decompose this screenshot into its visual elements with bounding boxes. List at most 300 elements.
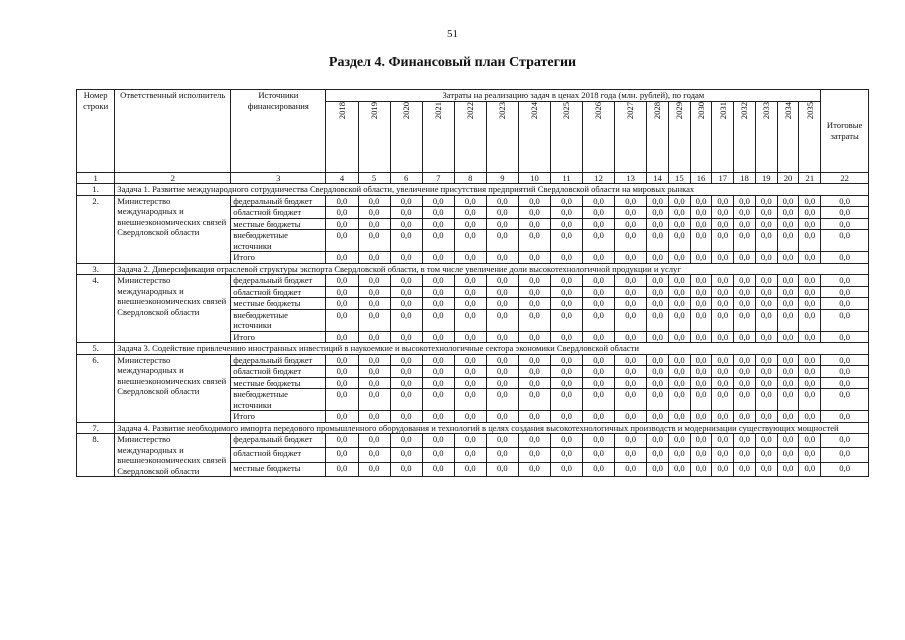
year-value: 0,0	[326, 377, 358, 389]
funding-source: областной бюджет	[231, 286, 326, 298]
header-row-no: Номер строки	[77, 90, 115, 173]
total-value: 0,0	[821, 195, 869, 207]
year-value: 0,0	[550, 309, 582, 331]
column-number: 18	[734, 172, 756, 184]
year-value: 0,0	[518, 462, 550, 476]
executor-name: Министерство международных и внешнеэкономических связей Свердловской области	[115, 354, 231, 422]
column-number: 17	[712, 172, 734, 184]
year-value: 0,0	[422, 411, 454, 423]
year-value: 0,0	[712, 331, 734, 343]
year-value: 0,0	[615, 389, 647, 411]
year-value: 0,0	[486, 389, 518, 411]
year-value: 0,0	[390, 377, 422, 389]
page-number: 51	[447, 28, 458, 40]
year-value: 0,0	[583, 275, 615, 287]
year-value: 0,0	[755, 354, 777, 366]
year-value: 0,0	[583, 207, 615, 219]
year-value: 0,0	[550, 286, 582, 298]
year-value: 0,0	[583, 298, 615, 310]
total-value: 0,0	[821, 286, 869, 298]
year-value: 0,0	[799, 434, 821, 448]
year-value: 0,0	[668, 331, 690, 343]
year-value: 0,0	[647, 218, 669, 230]
funding-source: Итого	[231, 411, 326, 423]
year-value: 0,0	[712, 377, 734, 389]
year-value: 0,0	[615, 411, 647, 423]
year-value: 0,0	[454, 377, 486, 389]
year-value: 0,0	[358, 331, 390, 343]
year-value: 0,0	[734, 207, 756, 219]
year-value: 0,0	[583, 354, 615, 366]
financial-plan-table	[76, 89, 869, 477]
year-value: 0,0	[755, 309, 777, 331]
year-value: 0,0	[390, 354, 422, 366]
year-value: 0,0	[668, 354, 690, 366]
year-value: 0,0	[583, 252, 615, 264]
year-value: 0,0	[615, 309, 647, 331]
year-value: 0,0	[690, 252, 712, 264]
year-header	[454, 101, 486, 172]
year-header	[690, 101, 712, 172]
header-executor: Ответственный исполнитель	[115, 90, 231, 173]
year-value: 0,0	[486, 230, 518, 252]
year-value: 0,0	[358, 230, 390, 252]
year-value: 0,0	[712, 448, 734, 462]
row-number: 4.	[77, 275, 115, 343]
year-label: 2028	[652, 101, 663, 119]
column-number: 1	[77, 172, 115, 184]
year-value: 0,0	[712, 366, 734, 378]
year-value: 0,0	[390, 331, 422, 343]
funding-source: внебюджетные источники	[231, 309, 326, 331]
year-value: 0,0	[712, 354, 734, 366]
total-value: 0,0	[821, 389, 869, 411]
total-value: 0,0	[821, 411, 869, 423]
year-value: 0,0	[799, 207, 821, 219]
task-row	[77, 184, 869, 196]
total-value: 0,0	[821, 309, 869, 331]
year-value: 0,0	[615, 298, 647, 310]
year-header	[326, 101, 358, 172]
year-header	[734, 101, 756, 172]
total-value: 0,0	[821, 331, 869, 343]
task-title: Задача 4. Развитие необходимого импорта передового промышленного оборудования и технологий в целях создания высокотехнологичных производств и модернизации существующих мощностей	[115, 422, 869, 434]
total-value: 0,0	[821, 434, 869, 448]
year-value: 0,0	[799, 462, 821, 476]
year-value: 0,0	[799, 377, 821, 389]
year-value: 0,0	[777, 309, 799, 331]
year-value: 0,0	[422, 434, 454, 448]
column-number: 11	[550, 172, 582, 184]
year-header	[486, 101, 518, 172]
year-value: 0,0	[734, 434, 756, 448]
year-value: 0,0	[486, 377, 518, 389]
year-value: 0,0	[690, 411, 712, 423]
year-value: 0,0	[390, 286, 422, 298]
year-value: 0,0	[454, 207, 486, 219]
year-value: 0,0	[647, 309, 669, 331]
year-value: 0,0	[799, 218, 821, 230]
year-value: 0,0	[422, 331, 454, 343]
task-number: 7.	[77, 422, 115, 434]
year-label: 2030	[695, 101, 706, 119]
year-value: 0,0	[690, 366, 712, 378]
year-value: 0,0	[668, 377, 690, 389]
year-value: 0,0	[647, 298, 669, 310]
year-value: 0,0	[712, 252, 734, 264]
year-value: 0,0	[358, 195, 390, 207]
year-value: 0,0	[777, 230, 799, 252]
funding-source: федеральный бюджет	[231, 434, 326, 448]
year-value: 0,0	[422, 252, 454, 264]
year-value: 0,0	[550, 252, 582, 264]
page-title: Раздел 4. Финансовый план Стратегии	[328, 55, 577, 70]
year-value: 0,0	[390, 366, 422, 378]
year-value: 0,0	[777, 298, 799, 310]
year-value: 0,0	[668, 195, 690, 207]
year-value: 0,0	[390, 411, 422, 423]
funding-source: местные бюджеты	[231, 218, 326, 230]
year-value: 0,0	[583, 377, 615, 389]
year-value: 0,0	[690, 354, 712, 366]
year-value: 0,0	[358, 218, 390, 230]
year-value: 0,0	[777, 434, 799, 448]
total-value: 0,0	[821, 377, 869, 389]
year-value: 0,0	[390, 218, 422, 230]
column-number: 19	[755, 172, 777, 184]
year-value: 0,0	[550, 354, 582, 366]
year-value: 0,0	[390, 309, 422, 331]
year-value: 0,0	[712, 309, 734, 331]
row-number: 2.	[77, 195, 115, 263]
year-value: 0,0	[690, 286, 712, 298]
year-value: 0,0	[690, 389, 712, 411]
year-value: 0,0	[326, 230, 358, 252]
year-value: 0,0	[583, 434, 615, 448]
year-value: 0,0	[358, 298, 390, 310]
year-header	[777, 101, 799, 172]
year-value: 0,0	[486, 366, 518, 378]
year-value: 0,0	[647, 389, 669, 411]
year-value: 0,0	[690, 309, 712, 331]
year-value: 0,0	[615, 331, 647, 343]
year-value: 0,0	[799, 411, 821, 423]
column-number: 13	[615, 172, 647, 184]
year-value: 0,0	[583, 286, 615, 298]
task-number: 1.	[77, 184, 115, 196]
column-number: 21	[799, 172, 821, 184]
year-value: 0,0	[358, 207, 390, 219]
year-value: 0,0	[326, 354, 358, 366]
task-title: Задача 3. Содействие привлечению иностранных инвестиций в наукоемкие и высокотехнологичные сектора экономики Свердловской области	[115, 343, 869, 355]
year-value: 0,0	[668, 286, 690, 298]
total-value: 0,0	[821, 218, 869, 230]
year-value: 0,0	[647, 366, 669, 378]
year-value: 0,0	[422, 389, 454, 411]
header-sources: Источники финансирования	[231, 90, 326, 173]
year-value: 0,0	[486, 298, 518, 310]
year-value: 0,0	[615, 230, 647, 252]
year-label: 2018	[336, 101, 347, 119]
year-label: 2033	[761, 101, 771, 119]
year-value: 0,0	[454, 230, 486, 252]
year-value: 0,0	[358, 448, 390, 462]
year-value: 0,0	[712, 389, 734, 411]
year-header	[518, 101, 550, 172]
year-value: 0,0	[422, 309, 454, 331]
year-value: 0,0	[454, 286, 486, 298]
year-value: 0,0	[326, 218, 358, 230]
year-value: 0,0	[755, 377, 777, 389]
year-value: 0,0	[690, 434, 712, 448]
year-value: 0,0	[799, 298, 821, 310]
year-value: 0,0	[518, 286, 550, 298]
year-value: 0,0	[755, 275, 777, 287]
funding-source: местные бюджеты	[231, 298, 326, 310]
year-value: 0,0	[390, 207, 422, 219]
year-value: 0,0	[777, 275, 799, 287]
year-value: 0,0	[422, 448, 454, 462]
funding-source: федеральный бюджет	[231, 195, 326, 207]
column-numbers-row	[77, 172, 869, 184]
year-value: 0,0	[326, 195, 358, 207]
year-value: 0,0	[422, 366, 454, 378]
year-value: 0,0	[454, 462, 486, 476]
column-number: 3	[231, 172, 326, 184]
task-row	[77, 422, 869, 434]
executor-name: Министерство международных и внешнеэкономических связей Свердловской области	[115, 434, 231, 477]
year-value: 0,0	[422, 286, 454, 298]
year-header	[550, 101, 582, 172]
year-value: 0,0	[777, 331, 799, 343]
year-value: 0,0	[583, 230, 615, 252]
year-value: 0,0	[615, 207, 647, 219]
year-value: 0,0	[583, 411, 615, 423]
year-header	[358, 101, 390, 172]
year-value: 0,0	[518, 354, 550, 366]
year-value: 0,0	[486, 462, 518, 476]
year-value: 0,0	[799, 389, 821, 411]
year-value: 0,0	[755, 462, 777, 476]
year-value: 0,0	[690, 298, 712, 310]
year-value: 0,0	[454, 354, 486, 366]
year-value: 0,0	[615, 275, 647, 287]
year-value: 0,0	[518, 331, 550, 343]
year-value: 0,0	[647, 434, 669, 448]
year-value: 0,0	[755, 207, 777, 219]
year-value: 0,0	[615, 195, 647, 207]
column-number: 12	[583, 172, 615, 184]
year-value: 0,0	[734, 252, 756, 264]
year-value: 0,0	[690, 230, 712, 252]
year-value: 0,0	[583, 195, 615, 207]
year-value: 0,0	[734, 411, 756, 423]
year-value: 0,0	[647, 448, 669, 462]
year-value: 0,0	[326, 309, 358, 331]
year-value: 0,0	[668, 298, 690, 310]
year-value: 0,0	[755, 230, 777, 252]
year-value: 0,0	[550, 230, 582, 252]
total-value: 0,0	[821, 462, 869, 476]
source-row	[77, 275, 869, 287]
source-row	[77, 434, 869, 448]
year-value: 0,0	[777, 389, 799, 411]
funding-source: внебюджетные источники	[231, 389, 326, 411]
year-value: 0,0	[358, 411, 390, 423]
year-value: 0,0	[422, 377, 454, 389]
funding-source: областной бюджет	[231, 448, 326, 462]
column-number: 14	[647, 172, 669, 184]
total-value: 0,0	[821, 252, 869, 264]
year-header	[712, 101, 734, 172]
year-value: 0,0	[647, 252, 669, 264]
year-value: 0,0	[454, 411, 486, 423]
year-value: 0,0	[734, 218, 756, 230]
year-value: 0,0	[358, 462, 390, 476]
year-value: 0,0	[550, 389, 582, 411]
year-value: 0,0	[647, 230, 669, 252]
year-value: 0,0	[358, 286, 390, 298]
year-value: 0,0	[326, 366, 358, 378]
year-value: 0,0	[390, 275, 422, 287]
year-value: 0,0	[326, 207, 358, 219]
year-value: 0,0	[422, 298, 454, 310]
year-value: 0,0	[734, 354, 756, 366]
year-value: 0,0	[777, 354, 799, 366]
year-value: 0,0	[454, 366, 486, 378]
year-value: 0,0	[422, 354, 454, 366]
year-value: 0,0	[326, 389, 358, 411]
year-value: 0,0	[550, 448, 582, 462]
funding-source: местные бюджеты	[231, 377, 326, 389]
year-value: 0,0	[615, 434, 647, 448]
year-value: 0,0	[486, 309, 518, 331]
year-label: 2026	[593, 101, 604, 119]
year-value: 0,0	[755, 366, 777, 378]
column-number: 4	[326, 172, 358, 184]
year-value: 0,0	[668, 462, 690, 476]
year-value: 0,0	[454, 195, 486, 207]
year-value: 0,0	[712, 230, 734, 252]
year-value: 0,0	[518, 309, 550, 331]
year-value: 0,0	[486, 434, 518, 448]
header-costs: Затраты на реализацию задач в ценах 2018 года (млн. рублей), по годам	[326, 90, 821, 102]
year-value: 0,0	[690, 462, 712, 476]
column-number: 22	[821, 172, 869, 184]
year-label: 2027	[625, 101, 636, 119]
year-value: 0,0	[550, 331, 582, 343]
year-value: 0,0	[755, 286, 777, 298]
year-value: 0,0	[799, 195, 821, 207]
year-value: 0,0	[734, 377, 756, 389]
year-value: 0,0	[690, 207, 712, 219]
column-number: 7	[422, 172, 454, 184]
source-row	[77, 195, 869, 207]
column-number: 5	[358, 172, 390, 184]
year-value: 0,0	[518, 195, 550, 207]
year-value: 0,0	[486, 354, 518, 366]
total-value: 0,0	[821, 207, 869, 219]
year-value: 0,0	[668, 411, 690, 423]
year-label: 2023	[497, 101, 508, 119]
year-value: 0,0	[734, 195, 756, 207]
year-header	[668, 101, 690, 172]
year-value: 0,0	[668, 366, 690, 378]
year-value: 0,0	[486, 286, 518, 298]
year-value: 0,0	[422, 230, 454, 252]
year-value: 0,0	[615, 252, 647, 264]
year-value: 0,0	[690, 218, 712, 230]
year-value: 0,0	[734, 366, 756, 378]
year-value: 0,0	[777, 195, 799, 207]
year-value: 0,0	[647, 207, 669, 219]
year-value: 0,0	[647, 354, 669, 366]
year-value: 0,0	[550, 275, 582, 287]
year-value: 0,0	[734, 275, 756, 287]
year-value: 0,0	[518, 218, 550, 230]
year-value: 0,0	[690, 275, 712, 287]
year-value: 0,0	[583, 366, 615, 378]
year-value: 0,0	[390, 252, 422, 264]
year-value: 0,0	[799, 230, 821, 252]
year-header	[390, 101, 422, 172]
year-value: 0,0	[799, 275, 821, 287]
task-row	[77, 263, 869, 275]
funding-source: областной бюджет	[231, 207, 326, 219]
column-number: 6	[390, 172, 422, 184]
year-value: 0,0	[326, 275, 358, 287]
year-value: 0,0	[550, 377, 582, 389]
year-value: 0,0	[799, 448, 821, 462]
year-value: 0,0	[486, 275, 518, 287]
column-number: 20	[777, 172, 799, 184]
year-value: 0,0	[358, 309, 390, 331]
year-value: 0,0	[668, 275, 690, 287]
year-value: 0,0	[799, 309, 821, 331]
executor-name: Министерство международных и внешнеэкономических связей Свердловской области	[115, 195, 231, 263]
year-value: 0,0	[777, 366, 799, 378]
year-value: 0,0	[777, 218, 799, 230]
year-value: 0,0	[390, 195, 422, 207]
year-value: 0,0	[454, 218, 486, 230]
year-value: 0,0	[326, 462, 358, 476]
year-value: 0,0	[518, 275, 550, 287]
year-value: 0,0	[454, 389, 486, 411]
year-value: 0,0	[668, 389, 690, 411]
year-value: 0,0	[390, 434, 422, 448]
year-label: 2031	[717, 101, 728, 119]
year-value: 0,0	[668, 252, 690, 264]
year-value: 0,0	[518, 207, 550, 219]
funding-source: внебюджетные источники	[231, 230, 326, 252]
row-number: 6.	[77, 354, 115, 422]
year-value: 0,0	[486, 411, 518, 423]
funding-source: местные бюджеты	[231, 462, 326, 476]
year-label: 2022	[465, 101, 476, 119]
year-value: 0,0	[454, 298, 486, 310]
year-value: 0,0	[712, 207, 734, 219]
year-value: 0,0	[712, 298, 734, 310]
year-value: 0,0	[358, 366, 390, 378]
year-value: 0,0	[712, 195, 734, 207]
year-value: 0,0	[422, 275, 454, 287]
year-value: 0,0	[454, 331, 486, 343]
year-value: 0,0	[358, 275, 390, 287]
total-value: 0,0	[821, 354, 869, 366]
task-row	[77, 343, 869, 355]
year-value: 0,0	[615, 218, 647, 230]
year-value: 0,0	[550, 434, 582, 448]
